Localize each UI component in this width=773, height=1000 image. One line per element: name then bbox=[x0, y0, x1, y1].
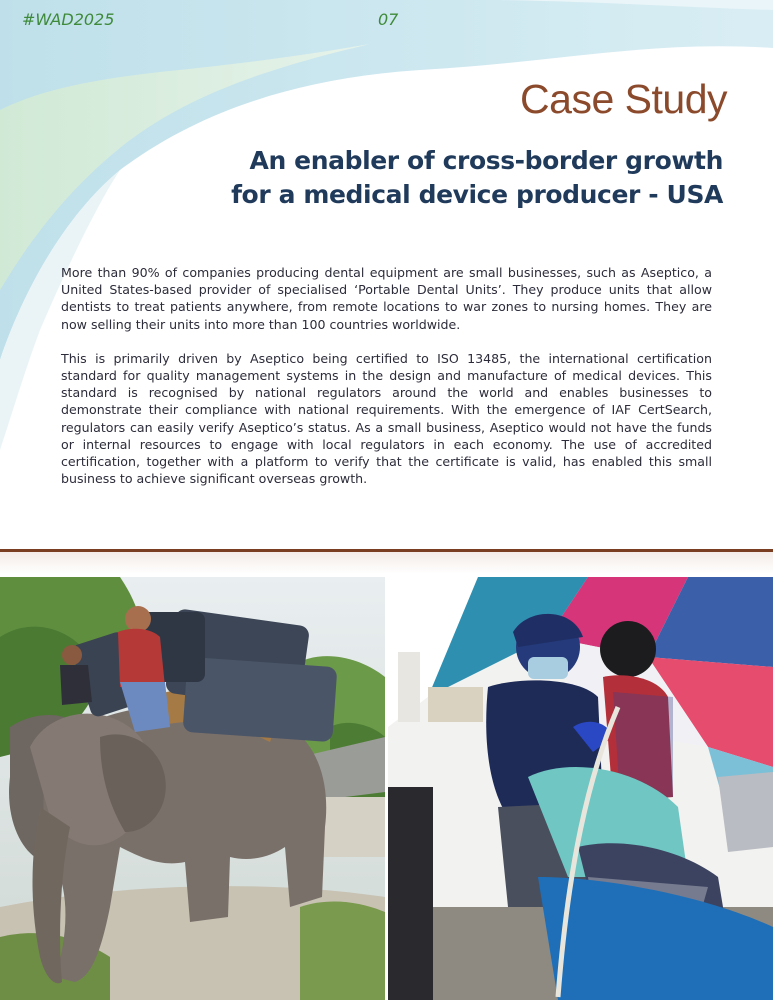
headline bbox=[123, 144, 723, 212]
hashtag: #WAD2025 bbox=[22, 10, 115, 29]
headline-line-1: An enabler of cross-border growth bbox=[249, 146, 723, 175]
page-number: 07 bbox=[378, 10, 399, 29]
body-paragraph-1: More than 90% of companies producing dental equipment are small businesses, such as Aseptico, a United States-based provider of specialised ‘Portable Dental Units’. They produce units that allow dentists to treat patients anywhere, from remote locations to war zones to nursing homes. They are now selling their units into more than 100 countries worldwide. bbox=[61, 265, 712, 332]
divider-shadow bbox=[0, 552, 773, 574]
headline-line-2: for a medical device producer - USA bbox=[231, 180, 723, 209]
dental-treatment-photo bbox=[388, 577, 773, 1000]
body-text bbox=[61, 264, 712, 504]
body-paragraph-2: This is primarily driven by Aseptico being certified to ISO 13485, the international certification standard for quality management systems in the design and manufacture of medical devices. This standard is recognised by national regulators around the world and enables businesses to demonstrate their compliance with national requirements. With the emergence of IAF CertSearch, regulators can easily verify Aseptico’s status. As a small business, Aseptico would not have the funds or internal resources to engage with local regulators in each economy. The use of accredited certification, together with a platform to verify that the certificate is valid, has enabled this small business to achieve significant overseas growth. bbox=[61, 350, 712, 487]
elephant-photo bbox=[0, 577, 385, 1000]
section-title: Case Study bbox=[520, 76, 727, 122]
